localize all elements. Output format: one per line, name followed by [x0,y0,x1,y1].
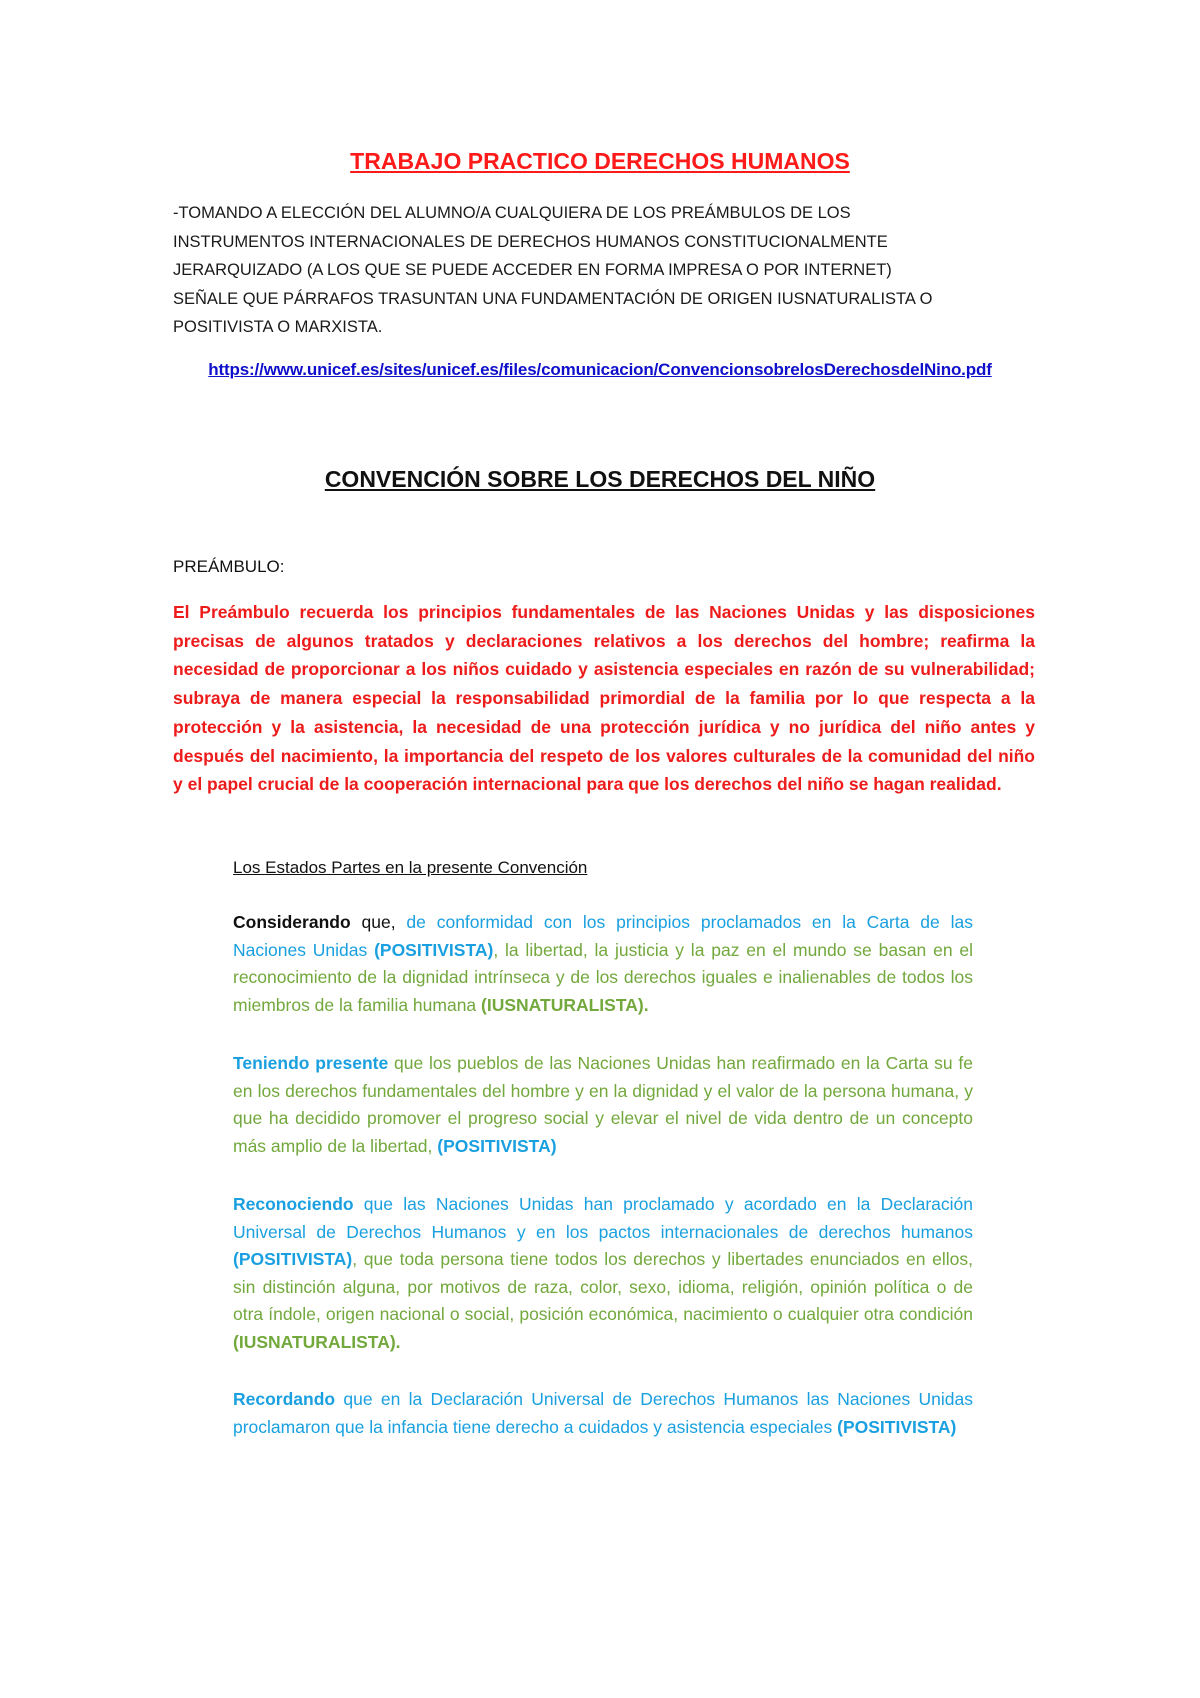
paragraph-segment: que, [350,912,407,932]
paragraph-reconociendo [233,1191,973,1356]
paragraph-considerando [233,909,973,1019]
iusnaturalista-tag: (IUSNATURALISTA). [481,994,649,1015]
preambulo-summary: El Preámbulo recuerda los principios fundamentales de las Naciones Unidas y las disposiciones precisas de algunos tratados y declaraciones relativos a los derechos del hombre; reafirma la necesidad de proporcionar a los niños cuidado y asistencia especiales en razón de su vulnerabilidad; subraya de manera especial la responsabilidad primordial de la familia por lo que respecta a la protección y la asistencia, la necesidad de una protección jurídica y no jurídica del niño antes y después del nacimiento, la importancia del respeto de los valores culturales de la comunidad del niño y el papel crucial de la cooperación internacional para que los derechos del niño se hagan realidad. [173,602,1035,795]
instruction-line: SEÑALE QUE PÁRRAFOS TRASUNTAN UNA FUNDAMENTACIÓN DE ORIGEN IUSNATURALISTA O [173,289,933,308]
preambulo-label: PREÁMBULO: [173,557,285,576]
unicef-pdf-link[interactable]: https://www.unicef.es/sites/unicef.es/files/comunicacion/ConvencionsobrelosDerechosdelNino.pdf [208,360,992,379]
paragraph-segment: que las Naciones Unidas han proclamado y acordado en la Declaración Universal de Derechos Humanos y en los pactos internacionales de derechos humanos [233,1194,973,1242]
paragraph-keyword: Recordando [233,1389,336,1409]
paragraph-keyword: Considerando [233,912,351,932]
instruction-line: -TOMANDO A ELECCIÓN DEL ALUMNO/A CUALQUIERA DE LOS PREÁMBULOS DE LOS [173,204,851,222]
paragraph-teniendo-presente [233,1050,973,1160]
paragraph-keyword: Teniendo presente [233,1053,389,1073]
convention-title: CONVENCIÓN SOBRE LOS DERECHOS DEL NIÑO [324,466,876,492]
instruction-line: INSTRUMENTOS INTERNACIONALES DE DERECHOS HUMANOS CONSTITUCIONALMENTE [173,232,888,251]
assignment-title: TRABAJO PRACTICO DERECHOS HUMANOS [350,148,850,174]
paragraph-segment: , la libertad, la justicia y la paz en el mundo se basan en el reconocimiento de la dignidad intrínseca y de los derechos iguales e inalienables de todos los miembros de la familia humana [233,939,973,1015]
paragraph-segment: que en la Declaración Universal de Derechos Humanos las Naciones Unidas proclamaron que la infancia tiene derecho a cuidados y asistencia especiales [233,1389,973,1437]
paragraph-keyword: Reconociendo [233,1194,354,1214]
instruction-line: POSITIVISTA O MARXISTA. [173,318,383,336]
assignment-instructions [173,199,1053,342]
positivista-tag: (POSITIVISTA) [837,1416,957,1437]
paragraph-segment: , que toda persona tiene todos los derechos y libertades enunciados en ellos, sin distinción alguna, por motivos de raza, color, sexo, idioma, religión, opinión política o de otra índole, origen nacional o social, posición económica, nacimiento o cualquier otra condición [233,1249,973,1324]
positivista-tag: (POSITIVISTA) [374,939,494,960]
paragraph-segment: que los pueblos de las Naciones Unidas han reafirmado en la Carta su fe en los derechos fundamentales del hombre y en la dignidad y el valor de la persona humana, y que ha decidido promover el progreso social y elevar el nivel de vida dentro de un concepto más amplio de la libertad, [233,1053,973,1156]
paragraph-segment: de conformidad con los principios proclamados en la Carta de las Naciones Unidas [233,912,973,960]
iusnaturalista-tag: (IUSNATURALISTA). [233,1331,401,1352]
instruction-line: JERARQUIZADO (A LOS QUE SE PUEDE ACCEDER EN FORMA IMPRESA O POR INTERNET) [173,261,892,279]
positivista-tag: (POSITIVISTA) [233,1249,353,1269]
paragraph-recordando [233,1386,973,1441]
states-parties-heading: Los Estados Partes en la presente Convención [233,858,588,877]
positivista-tag: (POSITIVISTA) [437,1135,557,1156]
